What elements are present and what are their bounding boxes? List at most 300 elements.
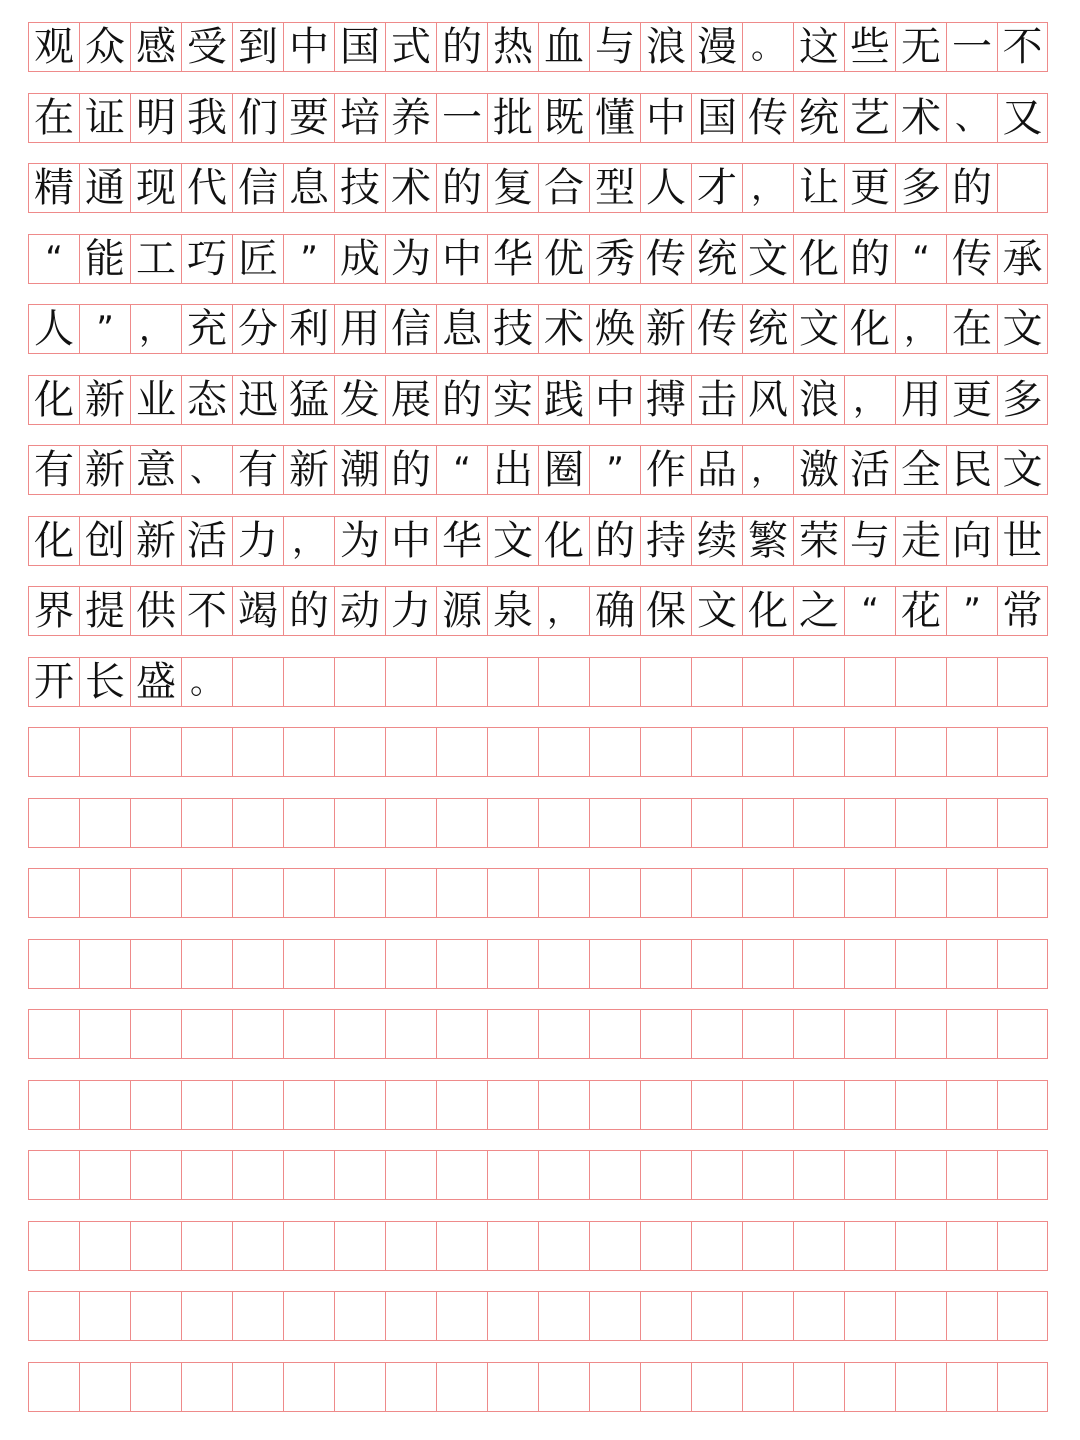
grid-cell xyxy=(334,939,385,989)
grid-cell: 花 xyxy=(895,586,946,636)
grid-cell: 提 xyxy=(79,586,130,636)
grid-cell: 实 xyxy=(487,375,538,425)
grid-cell xyxy=(997,939,1048,989)
grid-cell: 既 xyxy=(538,93,589,143)
grid-cell: “ xyxy=(28,234,79,284)
grid-cell: 统 xyxy=(793,93,844,143)
grid-cell: 活 xyxy=(844,445,895,495)
grid-cell: 人 xyxy=(28,304,79,354)
grid-cell: 品 xyxy=(691,445,742,495)
grid-cell xyxy=(589,1080,640,1130)
grid-cell xyxy=(130,1150,181,1200)
grid-cell: 新 xyxy=(79,375,130,425)
grid-cell: ， xyxy=(130,304,181,354)
grid-cell xyxy=(487,868,538,918)
grid-cell xyxy=(895,1362,946,1412)
grid-cell xyxy=(334,798,385,848)
grid-cell: ， xyxy=(538,586,589,636)
grid-cell xyxy=(997,163,1048,213)
grid-cell xyxy=(28,1291,79,1341)
grid-row xyxy=(28,22,1048,72)
grid-cell xyxy=(334,1080,385,1130)
grid-cell xyxy=(844,1291,895,1341)
grid-cell xyxy=(334,868,385,918)
grid-cell xyxy=(79,1221,130,1271)
grid-cell: 术 xyxy=(385,163,436,213)
grid-cell xyxy=(742,1221,793,1271)
grid-cell xyxy=(895,1080,946,1130)
grid-cell xyxy=(436,939,487,989)
grid-cell: 艺 xyxy=(844,93,895,143)
grid-cell: 浪 xyxy=(640,22,691,72)
grid-cell xyxy=(895,1221,946,1271)
grid-cell xyxy=(895,1009,946,1059)
grid-cell xyxy=(640,1362,691,1412)
grid-cell: 精 xyxy=(28,163,79,213)
grid-cell: 文 xyxy=(742,234,793,284)
grid-cell: “ xyxy=(844,586,895,636)
grid-cell: 供 xyxy=(130,586,181,636)
grid-cell: 些 xyxy=(844,22,895,72)
grid-cell xyxy=(640,1291,691,1341)
grid-cell xyxy=(28,939,79,989)
grid-row xyxy=(28,798,1048,848)
grid-cell xyxy=(691,868,742,918)
grid-cell xyxy=(742,1150,793,1200)
grid-cell xyxy=(589,1291,640,1341)
grid-cell xyxy=(487,1291,538,1341)
grid-cell: 中 xyxy=(640,93,691,143)
grid-row xyxy=(28,163,1048,213)
grid-cell: 化 xyxy=(742,586,793,636)
grid-cell xyxy=(436,657,487,707)
grid-cell: 化 xyxy=(28,516,79,566)
grid-cell: 新 xyxy=(640,304,691,354)
grid-cell: 保 xyxy=(640,586,691,636)
grid-cell xyxy=(385,1362,436,1412)
grid-cell: 竭 xyxy=(232,586,283,636)
grid-cell xyxy=(793,1221,844,1271)
grid-cell: 文 xyxy=(997,445,1048,495)
grid-cell: 续 xyxy=(691,516,742,566)
grid-cell xyxy=(130,868,181,918)
grid-cell xyxy=(385,1291,436,1341)
grid-cell: 传 xyxy=(946,234,997,284)
grid-cell: 常 xyxy=(997,586,1048,636)
grid-cell xyxy=(589,1009,640,1059)
grid-cell: 人 xyxy=(640,163,691,213)
grid-cell xyxy=(283,1362,334,1412)
grid-cell xyxy=(742,1009,793,1059)
grid-cell xyxy=(283,1291,334,1341)
grid-cell xyxy=(283,1080,334,1130)
grid-cell xyxy=(589,1150,640,1200)
grid-cell: 多 xyxy=(895,163,946,213)
grid-cell xyxy=(436,727,487,777)
grid-cell xyxy=(130,1291,181,1341)
grid-cell xyxy=(793,1080,844,1130)
grid-cell xyxy=(946,1291,997,1341)
grid-cell xyxy=(79,1291,130,1341)
grid-cell xyxy=(946,1150,997,1200)
grid-cell xyxy=(844,1150,895,1200)
grid-cell: 动 xyxy=(334,586,385,636)
grid-cell: 力 xyxy=(385,586,436,636)
grid-cell: 新 xyxy=(283,445,334,495)
grid-cell: 的 xyxy=(589,516,640,566)
grid-cell xyxy=(946,1080,997,1130)
grid-cell: 文 xyxy=(793,304,844,354)
grid-cell: 华 xyxy=(436,516,487,566)
grid-cell: 养 xyxy=(385,93,436,143)
grid-cell xyxy=(997,1362,1048,1412)
grid-cell: 息 xyxy=(436,304,487,354)
grid-cell xyxy=(793,1291,844,1341)
grid-cell: 到 xyxy=(232,22,283,72)
grid-cell xyxy=(385,1221,436,1271)
grid-cell: 创 xyxy=(79,516,130,566)
grid-cell: 一 xyxy=(436,93,487,143)
grid-cell: 作 xyxy=(640,445,691,495)
grid-row xyxy=(28,727,1048,777)
grid-cell xyxy=(79,727,130,777)
grid-cell: 观 xyxy=(28,22,79,72)
grid-row xyxy=(28,93,1048,143)
grid-cell: 向 xyxy=(946,516,997,566)
grid-cell: 、 xyxy=(946,93,997,143)
grid-cell: 众 xyxy=(79,22,130,72)
grid-cell: 培 xyxy=(334,93,385,143)
grid-cell: 的 xyxy=(946,163,997,213)
grid-cell xyxy=(589,657,640,707)
grid-cell xyxy=(385,1150,436,1200)
grid-cell xyxy=(232,1150,283,1200)
grid-cell: 的 xyxy=(283,586,334,636)
grid-cell: 华 xyxy=(487,234,538,284)
grid-cell xyxy=(283,727,334,777)
grid-cell: 信 xyxy=(232,163,283,213)
grid-cell xyxy=(538,657,589,707)
grid-cell xyxy=(487,939,538,989)
grid-cell xyxy=(538,798,589,848)
grid-cell: 民 xyxy=(946,445,997,495)
grid-cell xyxy=(640,1080,691,1130)
grid-cell: 潮 xyxy=(334,445,385,495)
grid-cell xyxy=(28,1080,79,1130)
grid-cell xyxy=(181,1291,232,1341)
grid-cell: 意 xyxy=(130,445,181,495)
grid-cell xyxy=(844,657,895,707)
grid-row xyxy=(28,516,1048,566)
grid-cell: 击 xyxy=(691,375,742,425)
grid-cell xyxy=(232,1221,283,1271)
grid-cell xyxy=(334,1362,385,1412)
grid-cell: 批 xyxy=(487,93,538,143)
grid-cell xyxy=(538,1291,589,1341)
grid-cell: 匠 xyxy=(232,234,283,284)
grid-cell xyxy=(691,1291,742,1341)
grid-cell: 感 xyxy=(130,22,181,72)
grid-cell xyxy=(691,657,742,707)
grid-row xyxy=(28,445,1048,495)
grid-cell xyxy=(793,939,844,989)
grid-cell xyxy=(79,1362,130,1412)
grid-cell xyxy=(79,1009,130,1059)
grid-cell: 秀 xyxy=(589,234,640,284)
grid-cell: 浪 xyxy=(793,375,844,425)
grid-cell xyxy=(997,727,1048,777)
grid-cell xyxy=(130,1080,181,1130)
grid-cell xyxy=(436,798,487,848)
grid-cell xyxy=(844,868,895,918)
grid-cell: 的 xyxy=(385,445,436,495)
grid-cell xyxy=(997,1291,1048,1341)
grid-cell xyxy=(334,1221,385,1271)
grid-cell xyxy=(79,798,130,848)
grid-cell: 优 xyxy=(538,234,589,284)
grid-cell xyxy=(742,1291,793,1341)
grid-cell xyxy=(436,868,487,918)
grid-cell: 文 xyxy=(691,586,742,636)
grid-cell xyxy=(895,727,946,777)
grid-cell: 合 xyxy=(538,163,589,213)
grid-cell xyxy=(640,1009,691,1059)
grid-cell xyxy=(793,798,844,848)
grid-cell xyxy=(487,657,538,707)
grid-cell xyxy=(79,868,130,918)
grid-cell: 不 xyxy=(997,22,1048,72)
grid-cell xyxy=(181,798,232,848)
grid-cell xyxy=(844,939,895,989)
grid-cell xyxy=(742,798,793,848)
grid-cell: 能 xyxy=(79,234,130,284)
grid-cell xyxy=(283,798,334,848)
grid-cell xyxy=(793,727,844,777)
grid-cell: 又 xyxy=(997,93,1048,143)
grid-cell xyxy=(232,727,283,777)
grid-cell: 多 xyxy=(997,375,1048,425)
grid-cell xyxy=(640,657,691,707)
grid-cell: 。 xyxy=(181,657,232,707)
grid-cell: 中 xyxy=(283,22,334,72)
grid-cell: 巧 xyxy=(181,234,232,284)
grid-cell xyxy=(334,1009,385,1059)
grid-cell xyxy=(742,868,793,918)
grid-row xyxy=(28,1009,1048,1059)
grid-cell: 更 xyxy=(946,375,997,425)
grid-cell xyxy=(283,868,334,918)
grid-cell: 的 xyxy=(436,375,487,425)
grid-cell xyxy=(130,798,181,848)
grid-cell: 成 xyxy=(334,234,385,284)
grid-cell xyxy=(232,1009,283,1059)
grid-cell xyxy=(487,1080,538,1130)
grid-cell: 传 xyxy=(640,234,691,284)
grid-cell: 现 xyxy=(130,163,181,213)
grid-cell xyxy=(946,1009,997,1059)
grid-row xyxy=(28,1150,1048,1200)
grid-cell xyxy=(946,727,997,777)
grid-cell xyxy=(793,1009,844,1059)
grid-cell xyxy=(538,1009,589,1059)
grid-cell: ， xyxy=(895,304,946,354)
grid-row xyxy=(28,868,1048,918)
grid-cell: 证 xyxy=(79,93,130,143)
grid-cell xyxy=(742,1080,793,1130)
grid-cell: 国 xyxy=(334,22,385,72)
grid-cell: ” xyxy=(946,586,997,636)
grid-cell: 态 xyxy=(181,375,232,425)
grid-cell: 文 xyxy=(487,516,538,566)
grid-cell xyxy=(79,939,130,989)
grid-cell xyxy=(946,657,997,707)
grid-cell: 代 xyxy=(181,163,232,213)
grid-cell: 化 xyxy=(793,234,844,284)
grid-cell xyxy=(28,1221,79,1271)
grid-cell xyxy=(691,727,742,777)
grid-cell: 走 xyxy=(895,516,946,566)
grid-cell xyxy=(130,727,181,777)
grid-cell xyxy=(487,1009,538,1059)
grid-cell xyxy=(130,939,181,989)
grid-cell xyxy=(385,657,436,707)
grid-cell xyxy=(895,1291,946,1341)
grid-cell xyxy=(997,1150,1048,1200)
grid-cell: 为 xyxy=(385,234,436,284)
grid-cell xyxy=(181,1362,232,1412)
grid-cell: 在 xyxy=(28,93,79,143)
grid-cell: 传 xyxy=(691,304,742,354)
grid-cell: 、 xyxy=(181,445,232,495)
grid-cell: 热 xyxy=(487,22,538,72)
grid-cell xyxy=(946,1221,997,1271)
grid-cell xyxy=(436,1221,487,1271)
grid-cell xyxy=(385,868,436,918)
grid-cell: 充 xyxy=(181,304,232,354)
grid-cell: ， xyxy=(844,375,895,425)
grid-cell xyxy=(589,939,640,989)
grid-cell xyxy=(691,798,742,848)
grid-cell xyxy=(895,868,946,918)
grid-cell xyxy=(283,657,334,707)
grid-cell xyxy=(28,727,79,777)
grid-row xyxy=(28,1080,1048,1130)
grid-cell: 受 xyxy=(181,22,232,72)
grid-cell: 长 xyxy=(79,657,130,707)
grid-cell: 在 xyxy=(946,304,997,354)
grid-cell: 术 xyxy=(538,304,589,354)
grid-cell: 全 xyxy=(895,445,946,495)
grid-cell xyxy=(742,657,793,707)
grid-cell xyxy=(79,1080,130,1130)
grid-cell xyxy=(487,727,538,777)
grid-row xyxy=(28,1362,1048,1412)
grid-cell: 业 xyxy=(130,375,181,425)
grid-cell xyxy=(487,1362,538,1412)
grid-cell: 通 xyxy=(79,163,130,213)
grid-cell: 确 xyxy=(589,586,640,636)
grid-cell: 不 xyxy=(181,586,232,636)
grid-row xyxy=(28,657,1048,707)
grid-cell: 漫 xyxy=(691,22,742,72)
grid-cell xyxy=(844,727,895,777)
grid-cell xyxy=(385,1009,436,1059)
grid-cell xyxy=(436,1080,487,1130)
grid-cell: 化 xyxy=(28,375,79,425)
grid-cell xyxy=(640,1221,691,1271)
grid-cell xyxy=(691,1150,742,1200)
grid-cell xyxy=(28,798,79,848)
grid-cell xyxy=(334,657,385,707)
grid-cell: 激 xyxy=(793,445,844,495)
grid-cell: 繁 xyxy=(742,516,793,566)
grid-cell xyxy=(28,868,79,918)
grid-cell xyxy=(232,1362,283,1412)
grid-cell: 与 xyxy=(589,22,640,72)
grid-cell: 猛 xyxy=(283,375,334,425)
grid-row xyxy=(28,1291,1048,1341)
grid-cell xyxy=(997,798,1048,848)
grid-cell xyxy=(946,798,997,848)
grid-cell xyxy=(385,1080,436,1130)
grid-cell xyxy=(793,657,844,707)
grid-cell: 之 xyxy=(793,586,844,636)
grid-cell xyxy=(844,798,895,848)
grid-cell xyxy=(181,1080,232,1130)
grid-cell: “ xyxy=(436,445,487,495)
grid-cell xyxy=(436,1291,487,1341)
grid-cell: ” xyxy=(589,445,640,495)
grid-cell: 式 xyxy=(385,22,436,72)
grid-cell: 盛 xyxy=(130,657,181,707)
grid-cell xyxy=(181,1150,232,1200)
grid-cell: 迅 xyxy=(232,375,283,425)
grid-cell: 工 xyxy=(130,234,181,284)
grid-cell xyxy=(181,1009,232,1059)
grid-cell xyxy=(997,1080,1048,1130)
grid-cell xyxy=(844,1362,895,1412)
grid-cell: 发 xyxy=(334,375,385,425)
grid-cell xyxy=(742,939,793,989)
grid-cell xyxy=(742,727,793,777)
grid-cell xyxy=(538,1362,589,1412)
grid-cell: 搏 xyxy=(640,375,691,425)
grid-cell: 泉 xyxy=(487,586,538,636)
grid-cell: 承 xyxy=(997,234,1048,284)
grid-cell xyxy=(895,657,946,707)
grid-cell: 信 xyxy=(385,304,436,354)
grid-cell: 风 xyxy=(742,375,793,425)
grid-cell xyxy=(130,1221,181,1271)
grid-cell: 复 xyxy=(487,163,538,213)
grid-cell: 用 xyxy=(895,375,946,425)
grid-cell: ， xyxy=(742,163,793,213)
grid-cell xyxy=(181,1221,232,1271)
grid-cell xyxy=(691,1362,742,1412)
grid-cell xyxy=(640,1150,691,1200)
grid-cell: 国 xyxy=(691,93,742,143)
grid-cell xyxy=(181,727,232,777)
grid-cell: 化 xyxy=(844,304,895,354)
grid-cell: 践 xyxy=(538,375,589,425)
grid-cell: 术 xyxy=(895,93,946,143)
grid-cell: 技 xyxy=(487,304,538,354)
grid-cell xyxy=(385,939,436,989)
grid-cell: 让 xyxy=(793,163,844,213)
grid-cell: 用 xyxy=(334,304,385,354)
grid-row xyxy=(28,939,1048,989)
grid-cell: ” xyxy=(283,234,334,284)
